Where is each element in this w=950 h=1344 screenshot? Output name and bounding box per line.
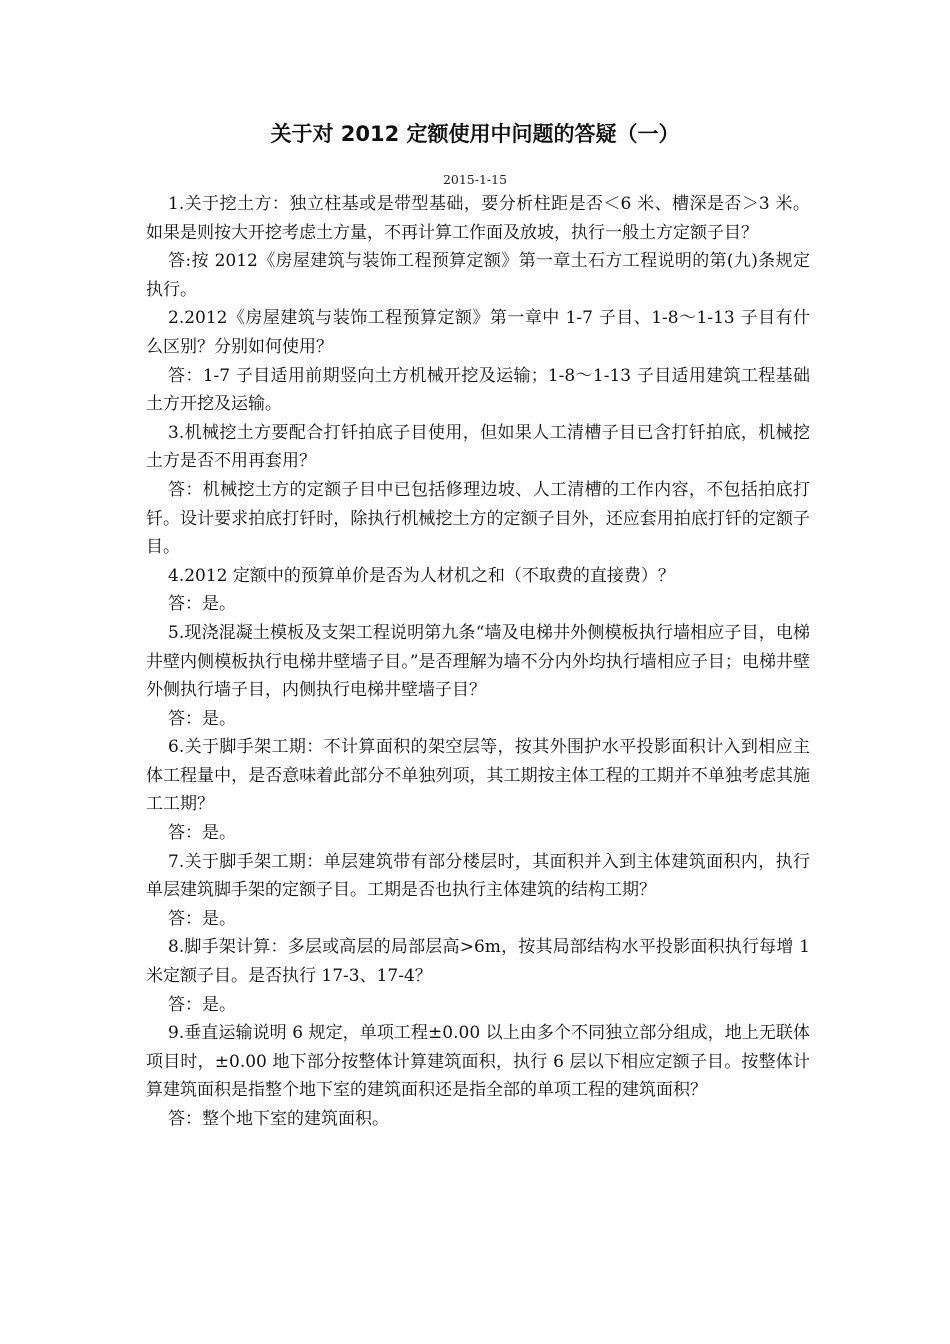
answer-4: 答：是。 <box>168 594 236 615</box>
question-9: 9.垂直运输说明 6 规定，单项工程±0.00 以上由多个不同独立部分组成，地上无联体项目时，±0.00 地下部分按整体计算建筑面积，执行 6 层以下相应定额子目。按整体计算建筑面积是指整个地下室的建筑面积还是指全部的单项工程的建筑面积？ <box>146 1023 810 1101</box>
answer-6: 答：是。 <box>168 823 236 844</box>
answer-8: 答：是。 <box>168 994 236 1015</box>
question-4: 4.2012 定额中的预算单价是否为人材机之和（不取费的直接费）？ <box>168 565 675 586</box>
answer-7: 答：是。 <box>168 908 236 929</box>
answer-5: 答：是。 <box>168 708 236 729</box>
question-2: 2.2012《房屋建筑与装饰工程预算定额》第一章中 1-7 子目、1-8～1-13 子目有什么区别？分别如何使用？ <box>146 308 810 357</box>
document-date: 2015-1-15 <box>442 172 508 187</box>
answer-3: 答：机械挖土方的定额子目中已包括修理边坡、人工清槽的工作内容，不包括拍底打钎。设计要求拍底打钎时，除执行机械挖土方的定额子目外，还应套用拍底打钎的定额子目。 <box>146 479 810 558</box>
question-5: 5.现浇混凝土模板及支架工程说明第九条“墙及电梯井外侧模板执行墙相应子目，电梯井壁内侧模板执行电梯井壁墙子目。”是否理解为墙不分内外均执行墙相应子目；电梯井壁外侧执行墙子目，内侧执行电梯井壁墙子目？ <box>146 622 810 701</box>
document-title: 关于对 2012 定额使用中问题的答疑（一） <box>270 122 680 146</box>
question-8: 8.脚手架计算：多层或高层的局部层高>6m，按其局部结构水平投影面积执行每增 1 米定额子目。是否执行 17-3、17-4？ <box>146 937 810 987</box>
answer-2: 答：1-7 子目适用前期竖向土方机械开挖及运输；1-8～1-13 子目适用建筑工程基础土方开挖及运输。 <box>146 365 810 415</box>
question-3: 3.机械挖土方要配合打钎拍底子目使用，但如果人工清槽子目已含打钎拍底，机械挖土方是否不用再套用？ <box>146 422 810 472</box>
document-body <box>146 190 810 1134</box>
question-6: 6.关于脚手架工期：不计算面积的架空层等，按其外围护水平投影面积计入到相应主体工程量中，是否意味着此部分不单独列项，其工期按主体工程的工期并不单独考虑其施工工期？ <box>146 737 810 815</box>
question-7: 7.关于脚手架工期：单层建筑带有部分楼层时，其面积并入到主体建筑面积内，执行单层建筑脚手架的定额子目。工期是否也执行主体建筑的结构工期？ <box>146 851 810 901</box>
answer-1: 答:按 2012《房屋建筑与装饰工程预算定额》第一章土石方工程说明的第(九)条规定执行。 <box>146 251 810 300</box>
question-1: 1.关于挖土方：独立柱基或是带型基础，要分析柱距是否＜6 米、槽深是否＞3 米。如果是则按大开挖考虑土方量，不再计算工作面及放坡，执行一般土方定额子目？ <box>146 194 810 243</box>
answer-9: 答：整个地下室的建筑面积。 <box>168 1109 389 1129</box>
